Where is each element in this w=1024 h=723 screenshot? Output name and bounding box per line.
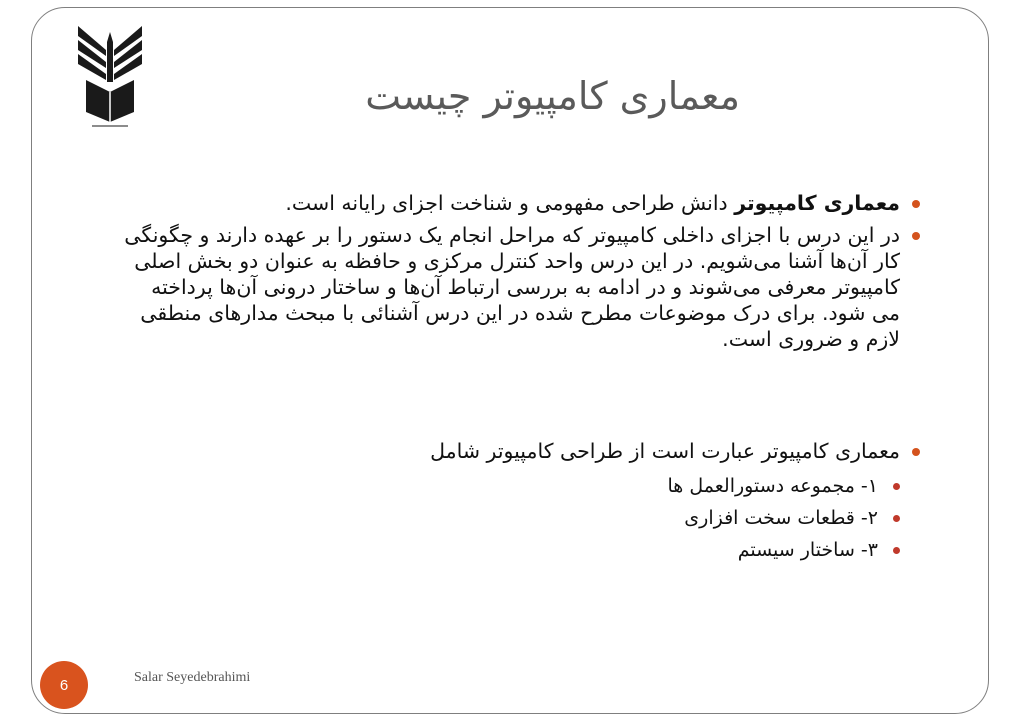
bullet-dot-icon bbox=[912, 232, 920, 240]
bullet-text: در این درس با اجزای داخلی کامپیوتر که مراحل انجام یک دستور را بر عهده دارند و چگونگی کار آن‌ها آشنا می‌شویم. در این درس واحد کنترل مرکزی و حافظه به عنوان دو بخش اصلی کامپیوتر معرفی می‌شوند و در ادامه به بررسی ارتباط آن‌ها و ساختار درونی آن‌ها پرداخته می شود. برای درک موضوعات مطرح شده در این درس آشنائی با مبحث مدارهای منطقی لازم و ضروری است. bbox=[124, 223, 900, 351]
bullet-item-definition bbox=[120, 190, 920, 216]
sub-list-item bbox=[120, 502, 900, 534]
author-name: Salar Seyedebrahimi bbox=[134, 670, 251, 685]
bullet-text: معماری کامپیوتر عبارت است از طراحی کامپیوتر شامل bbox=[430, 439, 900, 463]
sub-bullet-dot-icon bbox=[893, 547, 900, 554]
bullet-bold-term: معماری کامپیوتر bbox=[734, 191, 900, 215]
bullet-text: دانش طراحی مفهومی و شناخت اجزای رایانه است. bbox=[285, 191, 735, 215]
sub-bullet-dot-icon bbox=[893, 515, 900, 522]
sub-list bbox=[120, 470, 920, 566]
bullet-item-description bbox=[120, 222, 920, 352]
university-logo-icon bbox=[76, 22, 144, 132]
page-number-badge: 6 bbox=[40, 661, 88, 709]
sub-list-item bbox=[120, 534, 900, 566]
sub-list-text: ۲- قطعات سخت افزاری bbox=[684, 507, 878, 529]
bullet-dot-icon bbox=[912, 200, 920, 208]
slide-content bbox=[120, 190, 920, 566]
bullet-dot-icon bbox=[912, 448, 920, 456]
sub-list-text: ۱- مجموعه دستورالعمل ها bbox=[667, 475, 878, 497]
bullet-item-includes bbox=[120, 438, 920, 464]
sub-list-item bbox=[120, 470, 900, 502]
sub-bullet-dot-icon bbox=[893, 483, 900, 490]
sub-list-text: ۳- ساختار سیستم bbox=[737, 539, 878, 561]
slide-title: معماری کامپیوتر چیست bbox=[365, 74, 740, 118]
